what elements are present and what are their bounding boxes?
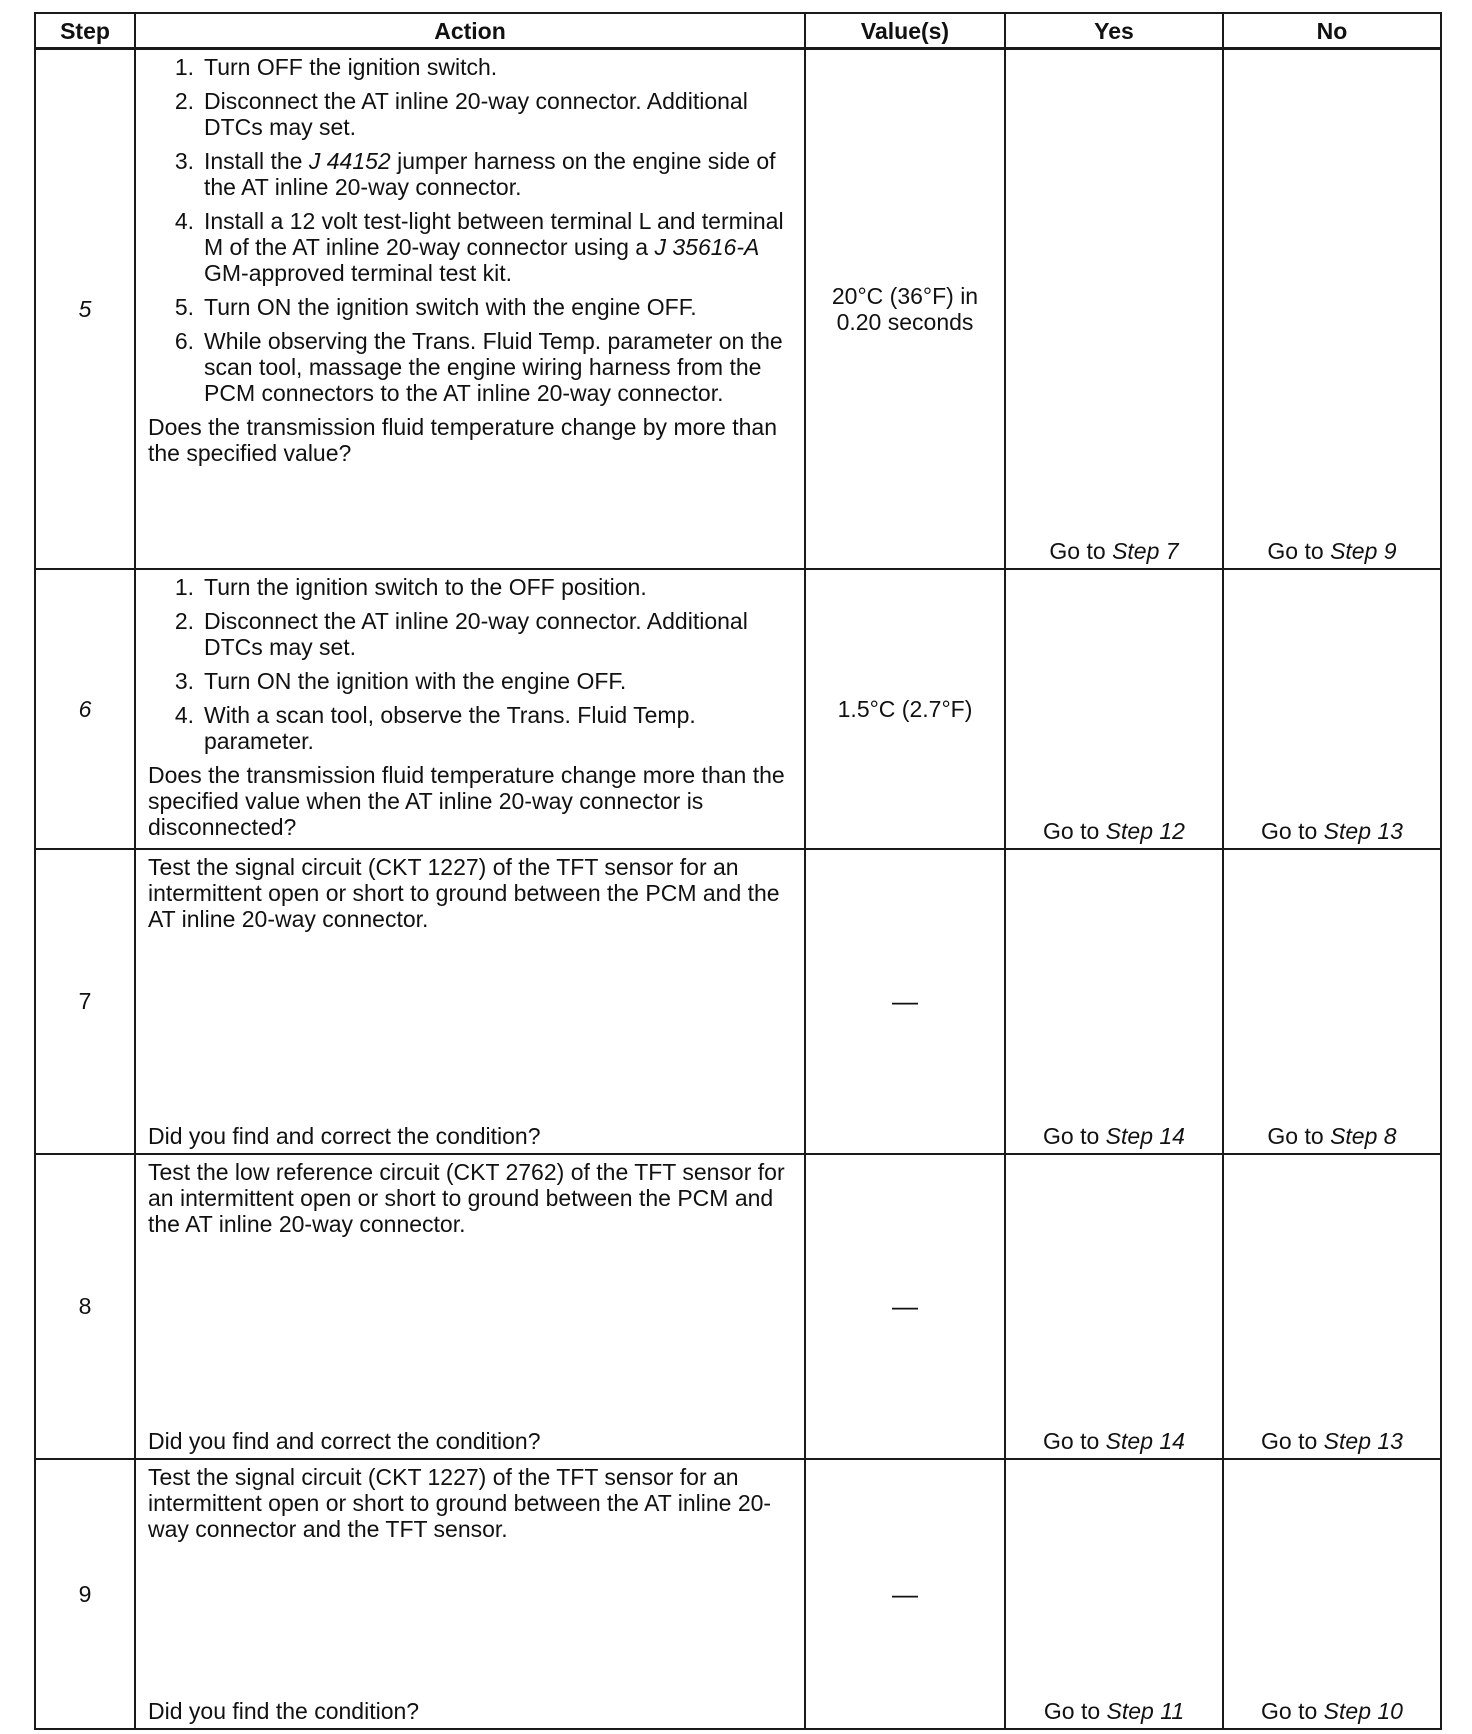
step-link: Step 13	[1323, 817, 1403, 844]
header-action: Action	[135, 13, 805, 49]
value-cell: —	[805, 1459, 1005, 1729]
action-question: Does the transmission fluid temperature change by more than the specified value?	[148, 414, 777, 466]
action-question: Did you find the condition?	[148, 1697, 420, 1724]
action-step: 5. Turn ON the ignition switch with the engine OFF.	[174, 294, 697, 320]
header-step: Step	[35, 13, 135, 49]
step-link: Step 9	[1330, 537, 1397, 564]
value-cell: —	[805, 849, 1005, 1154]
step-link: Step 14	[1105, 1122, 1185, 1149]
action-question: Did you find and correct the condition?	[148, 1427, 541, 1454]
table-row-step-6	[35, 569, 1441, 849]
action-cell	[135, 1154, 805, 1459]
action-step: 2. Disconnect the AT inline 20-way connector. Additional DTCs may set.	[174, 607, 748, 660]
header-values: Value(s)	[805, 13, 1005, 49]
action-step: 2. Disconnect the AT inline 20-way connector. Additional DTCs may set.	[174, 88, 748, 140]
value-cell: —	[805, 1154, 1005, 1459]
table-row-step-7	[35, 849, 1441, 1154]
action-steps	[148, 54, 794, 414]
no-cell: Go to Step 9	[1223, 49, 1441, 569]
step-number: 8	[35, 1154, 135, 1459]
step-link: Step 10	[1323, 1697, 1403, 1724]
header-yes: Yes	[1005, 13, 1223, 49]
yes-cell: Go to Step 14	[1005, 849, 1223, 1154]
value-cell: 1.5°C (2.7°F)	[805, 569, 1005, 849]
step-number: 7	[35, 849, 135, 1154]
table-row-step-9	[35, 1459, 1441, 1729]
table-row-step-8	[35, 1154, 1441, 1459]
step-link: Step 7	[1112, 537, 1179, 564]
table-row-step-5	[35, 49, 1441, 569]
tool-reference: J 35616-A	[654, 234, 760, 260]
tool-reference: J 44152	[308, 148, 391, 174]
yes-cell: Go to Step 14	[1005, 1154, 1223, 1459]
action-cell	[135, 49, 805, 569]
no-cell: Go to Step 10	[1223, 1459, 1441, 1729]
action-cell	[135, 849, 805, 1154]
action-step: 4. Install a 12 volt test-light between terminal L and terminal M of the AT inline 20-way connector using a J 35616-A GM-approved terminal test kit.	[174, 208, 784, 286]
header-row	[35, 13, 1441, 49]
step-number: 9	[35, 1459, 135, 1729]
step-link: Step 12	[1105, 817, 1185, 844]
value-cell: 20°C (36°F) in 0.20 seconds	[805, 49, 1005, 569]
action-step: 3. Turn ON the ignition with the engine OFF.	[174, 667, 627, 694]
action-intro: Test the low reference circuit (CKT 2762) of the TFT sensor for an intermittent open or short to ground between the PCM and the AT inline 20-way connector.	[148, 1158, 785, 1237]
no-cell: Go to Step 8	[1223, 849, 1441, 1154]
action-step: 6. While observing the Trans. Fluid Temp. parameter on the scan tool, massage the engine wiring harness from the PCM connectors to the AT inline 20-way connector.	[174, 328, 783, 406]
action-steps	[148, 574, 794, 762]
step-link: Step 13	[1323, 1427, 1403, 1454]
yes-cell: Go to Step 7	[1005, 49, 1223, 569]
step-number: 5	[35, 49, 135, 569]
step-number: 6	[35, 569, 135, 849]
action-intro: Test the signal circuit (CKT 1227) of the TFT sensor for an intermittent open or short to ground between the PCM and the AT inline 20-way connector.	[148, 853, 780, 932]
step-link: Step 14	[1105, 1427, 1185, 1454]
step-link: Step 8	[1330, 1122, 1397, 1149]
no-cell: Go to Step 13	[1223, 1154, 1441, 1459]
action-step: 4. With a scan tool, observe the Trans. Fluid Temp. parameter.	[174, 701, 696, 754]
action-question: Did you find and correct the condition?	[148, 1122, 541, 1149]
step-link: Step 11	[1106, 1697, 1185, 1724]
action-cell	[135, 1459, 805, 1729]
action-step: 1. Turn OFF the ignition switch.	[174, 54, 498, 80]
action-intro: Test the signal circuit (CKT 1227) of the TFT sensor for an intermittent open or short to ground between the AT inline 20-way connector and the TFT sensor.	[148, 1463, 772, 1542]
action-question: Does the transmission fluid temperature change more than the specified value when the AT inline 20-way connector is disconnected?	[148, 761, 785, 840]
yes-cell: Go to Step 12	[1005, 569, 1223, 849]
diagnostic-table	[34, 12, 1442, 1730]
yes-cell: Go to Step 11	[1005, 1459, 1223, 1729]
action-cell	[135, 569, 805, 849]
header-no: No	[1223, 13, 1441, 49]
action-step: 1. Turn the ignition switch to the OFF position.	[174, 573, 647, 600]
no-cell: Go to Step 13	[1223, 569, 1441, 849]
action-step: 3. Install the J 44152 jumper harness on the engine side of the AT inline 20-way connector.	[174, 148, 776, 200]
